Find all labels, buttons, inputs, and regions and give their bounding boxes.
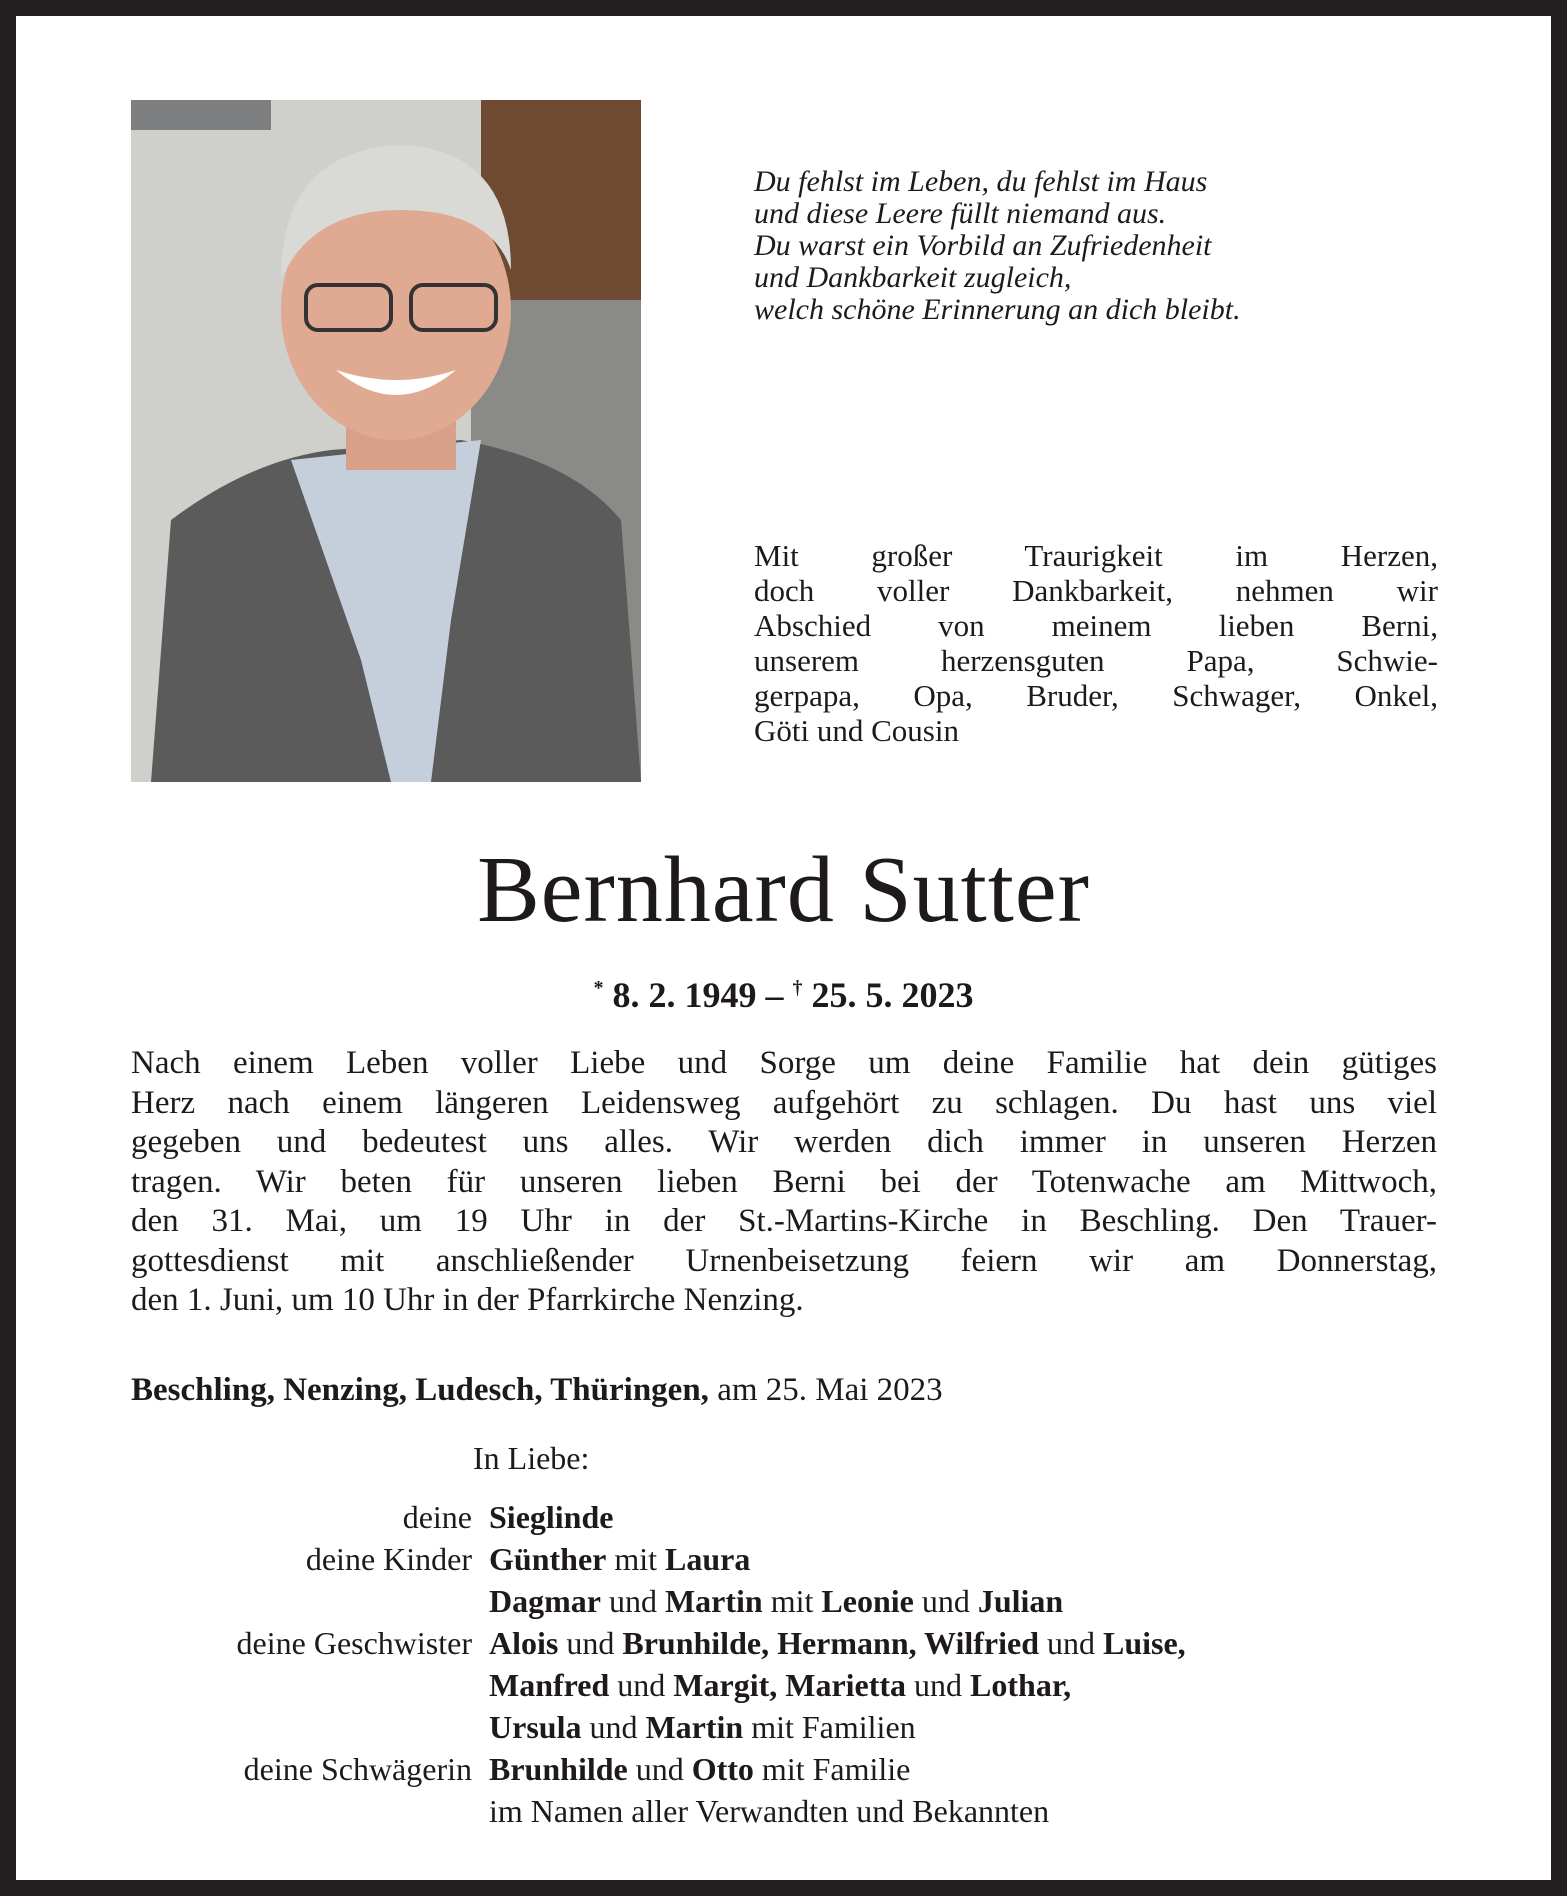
relation-label bbox=[131, 1664, 489, 1706]
connector-text: und bbox=[609, 1667, 674, 1703]
body-line: Herz nach einem längeren Leidensweg aufgehört zu schlagen. Du hast uns viel bbox=[131, 1084, 1437, 1121]
family-member-name: Laura bbox=[665, 1541, 751, 1577]
date: am 25. Mai 2023 bbox=[708, 1372, 943, 1408]
family-member-name: Martin bbox=[645, 1709, 744, 1745]
poem-line: und diese Leere füllt niemand aus. bbox=[754, 197, 1167, 230]
family-names bbox=[489, 1538, 750, 1580]
family-row bbox=[131, 1790, 1186, 1832]
relation-label bbox=[131, 1580, 489, 1622]
family-member-name: Brunhilde bbox=[489, 1751, 628, 1787]
connector-text: mit Familien bbox=[743, 1709, 916, 1745]
family-names bbox=[489, 1622, 1186, 1664]
family-member-name: Martin bbox=[664, 1583, 763, 1619]
family-member-name: Ursula bbox=[489, 1709, 582, 1745]
deceased-name: Bernhard Sutter bbox=[477, 838, 1090, 942]
connector-text: und bbox=[627, 1751, 692, 1787]
family-row bbox=[131, 1748, 1186, 1790]
family-row bbox=[131, 1580, 1186, 1622]
family-member-name: Margit, Marietta bbox=[673, 1667, 907, 1703]
poem-line: Du fehlst im Leben, du fehlst im Haus bbox=[754, 165, 1208, 198]
family-member-name: Sieglinde bbox=[489, 1499, 614, 1535]
family-member-name: Alois bbox=[489, 1625, 559, 1661]
poem-line: Du warst ein Vorbild an Zufriedenheit bbox=[754, 229, 1212, 262]
death-date: 25. 5. 2023 bbox=[811, 975, 974, 1015]
intro-line: Abschied von meinem lieben Berni, bbox=[754, 608, 1438, 643]
family-names bbox=[489, 1664, 1071, 1706]
family-names bbox=[489, 1580, 1063, 1622]
poem-line: und Dankbarkeit zugleich, bbox=[754, 261, 1072, 294]
body-line: gegeben und bedeutest uns alles. Wir werden dich immer in unseren Herzen bbox=[131, 1124, 1437, 1160]
relation-label: deine Schwägerin bbox=[243, 1751, 472, 1787]
poem-line: welch schöne Erinnerung an dich bleibt. bbox=[754, 293, 1241, 326]
relation-label bbox=[131, 1790, 489, 1832]
family-member-name: Julian bbox=[977, 1583, 1064, 1619]
family-member-name: Brunhilde, Hermann, Wilfried bbox=[622, 1625, 1039, 1661]
family-member-name: Luise, bbox=[1102, 1625, 1186, 1661]
intro-line: Mit großer Traurigkeit im Herzen, bbox=[754, 538, 1438, 573]
family-member-name: Manfred bbox=[489, 1667, 610, 1703]
intro-line: unserem herzensguten Papa, Schwie- bbox=[754, 643, 1438, 678]
family-row bbox=[131, 1496, 1186, 1538]
family-names bbox=[489, 1790, 1049, 1832]
death-symbol: † bbox=[792, 977, 803, 999]
connector-text: und bbox=[1038, 1625, 1103, 1661]
connector-text: und bbox=[558, 1625, 623, 1661]
connector-text: mit Familie bbox=[753, 1751, 911, 1787]
connector-text: mit bbox=[762, 1583, 822, 1619]
family-member-name: Günther bbox=[489, 1541, 607, 1577]
family-list bbox=[131, 1496, 1186, 1832]
family-row bbox=[131, 1622, 1186, 1664]
intro-line: doch voller Dankbarkeit, nehmen wir bbox=[754, 573, 1438, 608]
relation-label bbox=[131, 1706, 489, 1748]
family-member-name: Lothar, bbox=[970, 1667, 1072, 1703]
connector-text: und bbox=[600, 1583, 665, 1619]
connector-text: mit bbox=[606, 1541, 666, 1577]
places: Beschling, Nenzing, Ludesch, Thüringen, bbox=[131, 1372, 709, 1408]
family-member-name: Otto bbox=[691, 1751, 754, 1787]
relation-label: deine Geschwister bbox=[236, 1625, 472, 1661]
body-line: den 31. Mai, um 19 Uhr in der St.-Martins-Kirche in Beschling. Den Trauer- bbox=[131, 1203, 1437, 1239]
memorial-poem bbox=[754, 166, 1241, 326]
life-dates bbox=[16, 974, 1551, 1016]
intro-line: Göti und Cousin bbox=[754, 713, 959, 748]
family-row bbox=[131, 1706, 1186, 1748]
birth-date: 8. 2. 1949 bbox=[612, 975, 757, 1015]
body-paragraph bbox=[131, 1044, 1437, 1321]
family-member-name: Dagmar bbox=[489, 1583, 601, 1619]
connector-text: und bbox=[906, 1667, 971, 1703]
portrait-photo bbox=[131, 100, 641, 782]
body-line: den 1. Juni, um 10 Uhr in der Pfarrkirche Nenzing. bbox=[131, 1282, 804, 1318]
birth-symbol: * bbox=[593, 977, 604, 999]
connector-text: im Namen aller Verwandten und Bekannten bbox=[489, 1793, 1050, 1829]
body-line: tragen. Wir beten für unseren lieben Berni bei der Totenwache am Mittwoch, bbox=[131, 1163, 1437, 1200]
body-line: Nach einem Leben voller Liebe und Sorge um deine Familie hat dein gütiges bbox=[131, 1045, 1437, 1081]
relation-label: deine bbox=[402, 1499, 472, 1535]
in-liebe-label: In Liebe: bbox=[473, 1440, 590, 1476]
relation-label: deine Kinder bbox=[305, 1541, 472, 1577]
family-member-name: Leonie bbox=[821, 1583, 914, 1619]
family-names bbox=[489, 1706, 916, 1748]
family-names bbox=[489, 1748, 910, 1790]
connector-text: und bbox=[581, 1709, 646, 1745]
family-row bbox=[131, 1664, 1186, 1706]
connector-text: und bbox=[913, 1583, 978, 1619]
place-date-line bbox=[131, 1372, 943, 1409]
body-line: gottesdienst mit anschließender Urnenbeisetzung feiern wir am Donnerstag, bbox=[131, 1242, 1437, 1279]
family-names bbox=[489, 1496, 613, 1538]
date-separator: – bbox=[756, 975, 793, 1015]
intro-paragraph bbox=[754, 538, 1438, 748]
intro-line: gerpapa, Opa, Bruder, Schwager, Onkel, bbox=[754, 678, 1438, 713]
family-row bbox=[131, 1538, 1186, 1580]
